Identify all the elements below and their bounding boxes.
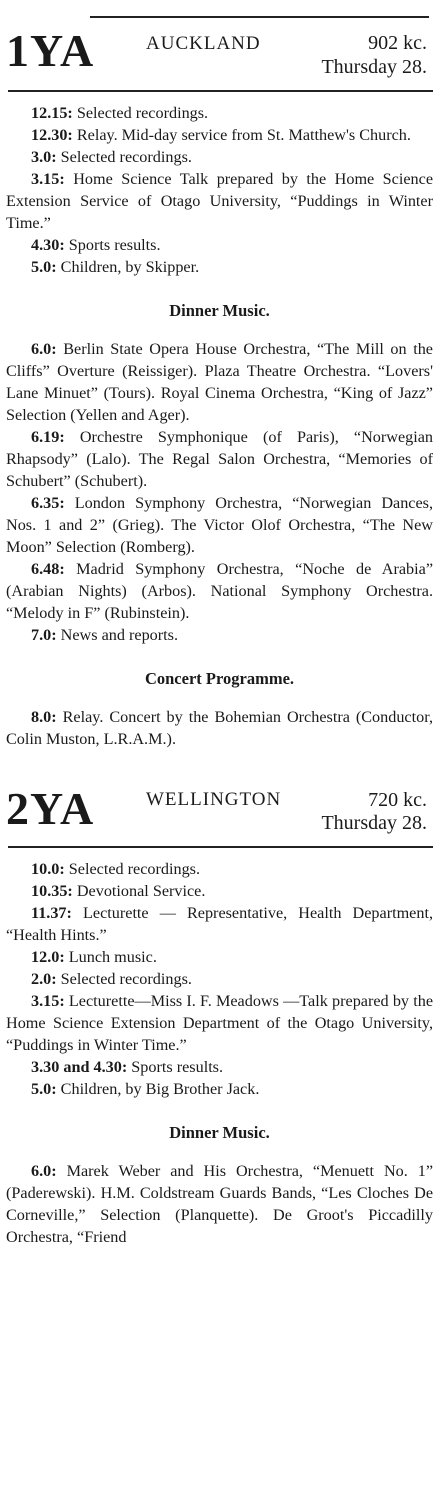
programme-item: 3.15: Lecturette—Miss I. F. Meadows —Talk prepared by the Home Science Extension Department of the Otago University, “Puddings in Winter Time.”: [6, 992, 434, 1054]
programme-item: 6.35: London Symphony Orchestra, “Norwegian Dances, Nos. 1 and 2” (Grieg). The Victor Olof Orchestra, “The New Moon” Selection (Romberg).: [6, 494, 434, 556]
header-rule: [8, 846, 433, 848]
programme-item: 3.30 and 4.30: Sports results.: [31, 1058, 224, 1076]
programme-list: [6, 858, 433, 1100]
programme-item: 6.0: Berlin State Opera House Orchestra, “The Mill on the Cliffs” Overture (Reissiger). Plaza Theatre Orchestra. “Lovers' Lane Minuet” (Tours). Royal Cinema Orchestra, “King of Jazz” Selection (Yellen and Ager).: [6, 340, 433, 424]
programme-item: 5.0: Children, by Skipper.: [31, 258, 200, 276]
station-call-sign: 1YA: [6, 25, 95, 76]
station-day: Thursday 28.: [321, 812, 427, 834]
programme-item: 11.37: Lecturette — Representative, Health Department, “Health Hints.”: [6, 904, 433, 944]
programme-item: 12.15: Selected recordings.: [31, 104, 209, 122]
dinner-music-list: [6, 338, 433, 646]
station-frequency: 720 kc.: [368, 789, 427, 811]
station-day: Thursday 28.: [321, 56, 427, 78]
programme-item: 7.0: News and reports.: [31, 626, 178, 644]
programme-item: 3.15: Home Science Talk prepared by the Home Science Extension Service of Otago University, “Puddings in Winter Time.”: [6, 170, 434, 232]
programme-item: 12.30: Relay. Mid-day service from St. Matthew's Church.: [31, 126, 411, 144]
programme-item: 6.19: Orchestre Symphonique (of Paris), “Norwegian Rhapsody” (Lalo). The Regal Salon Orchestra, “Memories of Schubert” (Schubert).: [6, 428, 434, 490]
programme-item: 8.0: Relay. Concert by the Bohemian Orchestra (Conductor, Colin Muston, L.R.A.M.).: [6, 708, 433, 748]
concert-programme-list: [6, 706, 433, 750]
programme-item: 6.48: Madrid Symphony Orchestra, “Noche de Arabia” (Arabian Nights) (Arbos). National Symphony Orchestra. “Melody in F” (Rubinstein).: [6, 560, 434, 622]
station-call-sign: 2YA: [6, 783, 95, 834]
programme-item: 5.0: Children, by Big Brother Jack.: [31, 1080, 260, 1098]
station-city: AUCKLAND: [146, 33, 261, 54]
station-city: WELLINGTON: [146, 789, 282, 810]
section-heading: Dinner Music.: [169, 1123, 270, 1142]
station-header-2ya: [6, 774, 433, 838]
programme-item: 12.0: Lunch music.: [31, 948, 157, 966]
station-frequency: 902 kc.: [368, 32, 427, 54]
programme-item: 2.0: Selected recordings.: [31, 970, 192, 988]
programme-list: [6, 102, 433, 278]
programme-item: 3.0: Selected recordings.: [31, 148, 192, 166]
section-heading: Concert Programme.: [144, 669, 295, 688]
programme-item: 10.0: Selected recordings.: [31, 860, 201, 878]
programme-item: 10.35: Devotional Service.: [31, 882, 206, 900]
section-heading: Dinner Music.: [169, 301, 270, 320]
header-rule: [8, 90, 433, 92]
station-header-1ya: [6, 0, 433, 78]
programme-item: 6.0: Marek Weber and His Orchestra, “Menuett No. 1” (Paderewski). H.M. Coldstream Guards Bands, “Les Cloches De Corneville,” Selection (Planquette). De Groot's Piccadilly Orchestra, “Friend: [6, 1162, 434, 1246]
programme-item: 4.30: Sports results.: [31, 236, 161, 254]
dinner-music-list: [6, 1160, 433, 1248]
